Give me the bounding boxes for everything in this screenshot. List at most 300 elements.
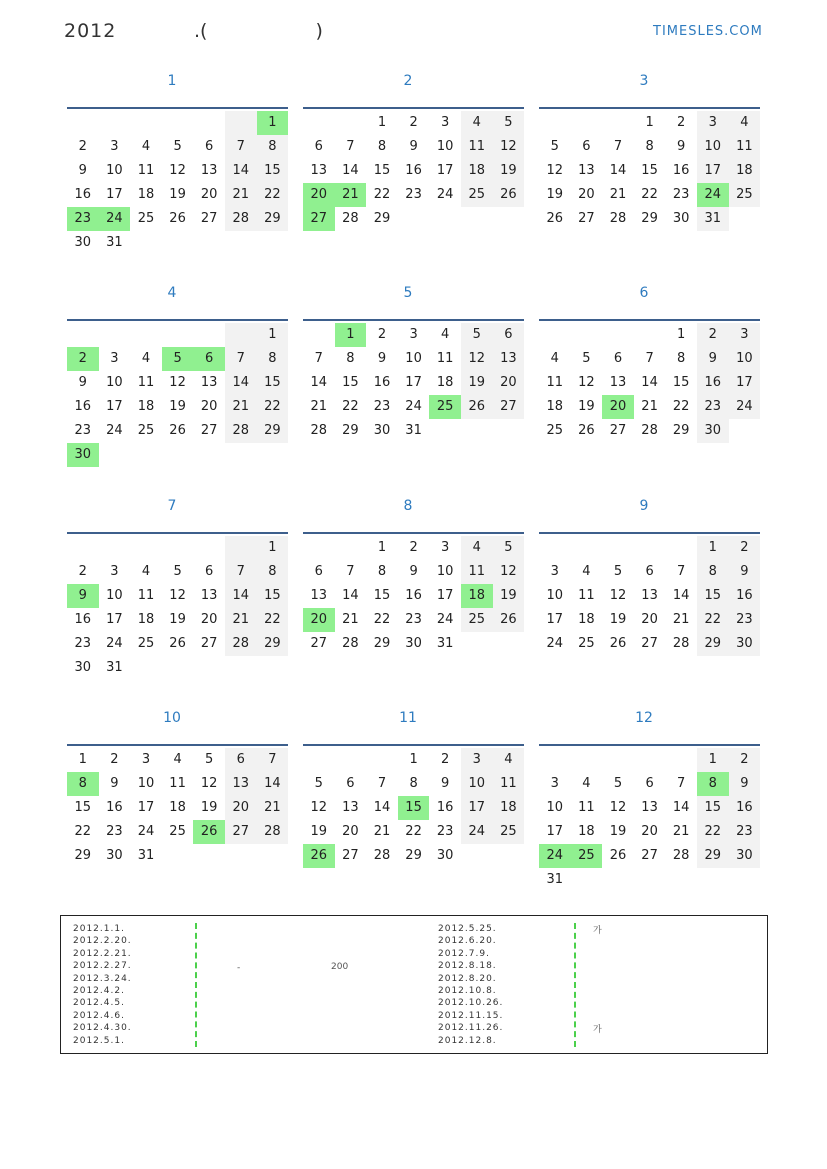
empty-cell <box>257 443 289 467</box>
empty-cell <box>257 844 289 868</box>
day-cell: 5 <box>493 111 525 135</box>
empty-cell <box>493 207 525 231</box>
day-cell: 4 <box>173 752 182 767</box>
day-cell: 20 <box>342 824 359 839</box>
day-cell: 14 <box>257 772 289 796</box>
empty-cell <box>193 844 225 868</box>
month-title: 8 <box>403 498 413 514</box>
holiday-date: 2012.10.26. <box>438 998 504 1009</box>
day-cell: 23 <box>697 395 729 419</box>
site-link[interactable]: TIMESLES.COM <box>653 24 763 39</box>
day-cell: 23 <box>729 608 761 632</box>
month-title: 5 <box>403 285 413 301</box>
day-cell: 11 <box>729 135 761 159</box>
day-cell: 28 <box>672 636 690 651</box>
day-cell: 4 <box>141 139 151 154</box>
day-cell: 31 <box>106 660 123 675</box>
empty-cell <box>634 536 666 560</box>
day-cell: 30 <box>74 235 92 250</box>
day-cell: 3 <box>461 748 493 772</box>
day-cell: 14 <box>310 375 328 390</box>
day-cell: 30 <box>729 844 761 868</box>
empty-cell <box>162 231 194 255</box>
day-cell: 18 <box>436 375 454 390</box>
day-cell: 5 <box>461 323 493 347</box>
day-cell: 16 <box>74 399 92 414</box>
day-cell: 11 <box>169 776 186 791</box>
day-cell: 30 <box>697 419 729 443</box>
day-cell: 15 <box>74 800 92 815</box>
day-cell: 1 <box>78 752 87 767</box>
day-cell: 7 <box>346 139 355 154</box>
day-cell: 30 <box>67 443 99 467</box>
empty-cell <box>193 323 225 347</box>
month-rule <box>303 107 524 109</box>
day-cell: 22 <box>373 612 391 627</box>
empty-cell <box>539 323 571 347</box>
day-cell: 21 <box>641 399 658 414</box>
day-cell: 4 <box>582 776 591 791</box>
day-cell: 24 <box>436 187 454 202</box>
month-title: 4 <box>167 285 177 301</box>
day-cell: 4 <box>729 111 761 135</box>
day-cell: 20 <box>303 608 335 632</box>
day-cell: 14 <box>672 800 690 815</box>
day-cell: 25 <box>493 820 525 844</box>
day-cell: 9 <box>729 772 761 796</box>
month-title: 1 <box>167 73 177 89</box>
day-cell: 26 <box>493 608 525 632</box>
day-cell: 4 <box>461 111 493 135</box>
day-cell: 3 <box>441 115 450 130</box>
day-cell: 31 <box>106 235 123 250</box>
empty-cell <box>493 419 525 443</box>
day-cell: 6 <box>645 776 654 791</box>
day-cell: 2 <box>409 540 418 555</box>
empty-cell <box>303 111 335 135</box>
day-cell: 20 <box>641 612 658 627</box>
day-cell: 21 <box>373 824 391 839</box>
day-cell: 6 <box>314 564 323 579</box>
holiday-marker-right <box>574 923 576 1047</box>
day-cell: 17 <box>546 612 564 627</box>
day-cell: 24 <box>461 820 493 844</box>
day-cell: 13 <box>310 588 328 603</box>
month-title: 2 <box>403 73 413 89</box>
month-rule <box>539 319 760 321</box>
day-cell: 29 <box>257 419 289 443</box>
day-cell: 13 <box>310 163 328 178</box>
day-cell: 27 <box>493 395 525 419</box>
day-cell: 3 <box>697 111 729 135</box>
day-cell: 5 <box>205 752 214 767</box>
paren-close: ) <box>315 20 323 42</box>
day-cell: 16 <box>405 163 422 178</box>
holiday-date: 2012.11.26. <box>438 1023 504 1034</box>
day-cell: 12 <box>461 347 493 371</box>
day-cell: 23 <box>436 824 454 839</box>
day-cell: 3 <box>409 327 418 342</box>
empty-cell <box>225 111 257 135</box>
day-cell: 1 <box>257 111 289 135</box>
day-cell: 16 <box>436 800 454 815</box>
day-cell: 8 <box>257 347 289 371</box>
day-cell: 7 <box>677 564 686 579</box>
day-cell: 29 <box>257 632 289 656</box>
empty-cell <box>335 111 367 135</box>
day-cell: 8 <box>346 351 355 366</box>
day-cell: 15 <box>697 584 729 608</box>
day-cell: 27 <box>200 636 218 651</box>
day-cell: 1 <box>377 115 387 130</box>
empty-cell <box>67 111 99 135</box>
day-cell: 19 <box>609 612 627 627</box>
day-cell: 12 <box>200 776 218 791</box>
day-cell: 13 <box>225 772 257 796</box>
holiday-date: 2012.2.21. <box>73 948 132 959</box>
holiday-date: 2012.4.2. <box>73 985 125 996</box>
day-cell: 26 <box>493 183 525 207</box>
empty-cell <box>130 536 162 560</box>
day-cell: 19 <box>200 800 218 815</box>
day-cell: 27 <box>310 636 328 651</box>
day-cell: 6 <box>205 564 214 579</box>
day-grid <box>303 748 524 868</box>
day-cell: 5 <box>314 776 323 791</box>
empty-cell <box>461 419 493 443</box>
day-cell: 3 <box>110 139 119 154</box>
day-cell: 25 <box>461 183 493 207</box>
day-cell: 21 <box>672 824 690 839</box>
day-cell: 6 <box>193 347 225 371</box>
empty-cell <box>602 536 634 560</box>
day-cell: 9 <box>441 776 450 791</box>
day-cell: 2 <box>67 347 99 371</box>
day-cell: 24 <box>729 395 761 419</box>
empty-cell <box>225 536 257 560</box>
empty-cell <box>571 748 603 772</box>
day-cell: 12 <box>169 588 186 603</box>
holiday-list-left <box>73 923 132 1047</box>
day-cell: 18 <box>169 800 186 815</box>
day-cell: 31 <box>546 872 564 887</box>
day-cell: 15 <box>257 159 289 183</box>
day-cell: 15 <box>257 371 289 395</box>
day-cell: 8 <box>377 139 387 154</box>
month-rule <box>67 319 288 321</box>
empty-cell <box>697 868 729 892</box>
day-cell: 16 <box>672 163 690 178</box>
day-cell: 13 <box>578 163 595 178</box>
day-cell: 19 <box>578 399 595 414</box>
day-cell: 30 <box>373 423 391 438</box>
day-cell: 8 <box>645 139 654 154</box>
empty-cell <box>729 419 761 443</box>
day-cell: 8 <box>67 772 99 796</box>
day-cell: 18 <box>137 612 155 627</box>
day-cell: 14 <box>225 371 257 395</box>
day-grid <box>303 323 524 443</box>
empty-cell <box>602 748 634 772</box>
day-cell: 30 <box>74 660 92 675</box>
empty-cell <box>162 323 194 347</box>
day-cell: 29 <box>342 423 359 438</box>
day-cell: 7 <box>225 347 257 371</box>
day-cell: 2 <box>78 139 87 154</box>
day-cell: 20 <box>641 824 658 839</box>
day-cell: 28 <box>342 636 359 651</box>
empty-cell <box>303 323 335 347</box>
day-cell: 3 <box>729 323 761 347</box>
day-cell: 5 <box>162 347 194 371</box>
day-cell: 6 <box>205 139 214 154</box>
day-cell: 2 <box>729 748 761 772</box>
day-cell: 27 <box>225 820 257 844</box>
empty-cell <box>539 748 571 772</box>
empty-cell <box>162 844 194 868</box>
empty-cell <box>193 111 225 135</box>
empty-cell <box>571 111 603 135</box>
month-title: 6 <box>639 285 649 301</box>
empty-cell <box>193 656 225 680</box>
day-cell: 6 <box>346 776 355 791</box>
day-cell: 29 <box>373 211 391 226</box>
day-cell: 31 <box>137 848 155 863</box>
note-ga-bottom: 가 <box>593 1025 602 1035</box>
day-cell: 28 <box>225 632 257 656</box>
day-cell: 18 <box>137 399 155 414</box>
day-cell: 22 <box>373 187 391 202</box>
empty-cell <box>130 231 162 255</box>
day-cell: 22 <box>697 820 729 844</box>
day-cell: 29 <box>697 632 729 656</box>
day-cell: 23 <box>74 423 92 438</box>
day-cell: 26 <box>461 395 493 419</box>
empty-cell <box>257 231 289 255</box>
day-cell: 9 <box>67 584 99 608</box>
month-rule <box>67 532 288 534</box>
holiday-marker-left <box>195 923 197 1047</box>
day-cell: 18 <box>578 612 595 627</box>
day-cell: 1 <box>409 752 418 767</box>
holiday-date: 2012.10.8. <box>438 985 497 996</box>
empty-cell <box>257 656 289 680</box>
day-cell: 17 <box>137 800 155 815</box>
day-cell: 7 <box>225 560 257 584</box>
day-cell: 6 <box>493 323 525 347</box>
day-cell: 26 <box>609 636 627 651</box>
day-cell: 17 <box>405 375 422 390</box>
day-cell: 7 <box>257 748 289 772</box>
day-cell: 21 <box>342 612 359 627</box>
month-title: 12 <box>635 710 653 726</box>
day-cell: 11 <box>137 588 155 603</box>
day-cell: 10 <box>436 139 454 154</box>
day-cell: 10 <box>546 800 564 815</box>
empty-cell <box>571 323 603 347</box>
empty-cell <box>665 868 697 892</box>
day-cell: 30 <box>672 211 690 226</box>
day-cell: 19 <box>461 371 493 395</box>
day-cell: 16 <box>74 187 92 202</box>
empty-cell <box>571 536 603 560</box>
day-cell: 5 <box>550 139 559 154</box>
empty-cell <box>398 207 430 231</box>
day-cell: 14 <box>373 800 391 815</box>
day-cell: 6 <box>645 564 654 579</box>
day-cell: 19 <box>609 824 627 839</box>
day-cell: 23 <box>67 207 99 231</box>
empty-cell <box>99 536 131 560</box>
day-cell: 24 <box>405 399 422 414</box>
day-cell: 23 <box>729 820 761 844</box>
day-cell: 25 <box>578 636 595 651</box>
empty-cell <box>225 323 257 347</box>
day-cell: 4 <box>441 327 450 342</box>
day-cell: 20 <box>200 399 218 414</box>
day-cell: 22 <box>257 608 289 632</box>
empty-cell <box>571 868 603 892</box>
holiday-date: 2012.5.25. <box>438 924 497 934</box>
day-grid <box>539 323 760 443</box>
day-cell: 21 <box>257 796 289 820</box>
day-cell: 2 <box>409 115 418 130</box>
day-cell: 28 <box>257 820 289 844</box>
holiday-date: 2012.11.15. <box>438 1010 504 1021</box>
day-cell: 20 <box>225 796 257 820</box>
month-title: 10 <box>163 710 181 726</box>
day-cell: 19 <box>493 159 525 183</box>
day-cell: 25 <box>137 423 155 438</box>
day-cell: 31 <box>436 636 454 651</box>
day-cell: 19 <box>169 187 186 202</box>
empty-cell <box>665 748 697 772</box>
empty-cell <box>665 536 697 560</box>
day-cell: 29 <box>373 636 391 651</box>
day-cell: 30 <box>436 848 454 863</box>
day-cell: 17 <box>106 187 123 202</box>
empty-cell <box>225 656 257 680</box>
day-cell: 26 <box>609 848 627 863</box>
empty-cell <box>99 443 131 467</box>
month-title: 11 <box>399 710 417 726</box>
day-cell: 8 <box>377 564 387 579</box>
day-cell: 24 <box>539 844 571 868</box>
day-cell: 21 <box>609 187 627 202</box>
day-cell: 17 <box>436 163 454 178</box>
day-cell: 22 <box>405 824 422 839</box>
day-cell: 11 <box>578 800 595 815</box>
day-cell: 23 <box>672 187 690 202</box>
month-title: 7 <box>167 498 177 514</box>
holiday-date: 2012.4.5. <box>73 998 125 1009</box>
day-cell: 13 <box>200 163 218 178</box>
day-cell: 16 <box>373 375 391 390</box>
day-cell: 9 <box>409 139 418 154</box>
day-cell: 27 <box>303 207 335 231</box>
note-ga-top: 가 <box>593 926 602 936</box>
day-cell: 14 <box>672 588 690 603</box>
day-cell: 19 <box>493 584 525 608</box>
day-cell: 25 <box>571 844 603 868</box>
day-cell: 17 <box>729 371 761 395</box>
empty-cell <box>634 323 666 347</box>
month-rule <box>539 107 760 109</box>
month-title: 3 <box>639 73 649 89</box>
empty-cell <box>539 536 571 560</box>
day-cell: 12 <box>310 800 328 815</box>
day-cell: 10 <box>436 564 454 579</box>
day-cell: 7 <box>677 776 686 791</box>
empty-cell <box>335 748 367 772</box>
day-cell: 16 <box>405 588 422 603</box>
day-cell: 20 <box>200 612 218 627</box>
day-cell: 9 <box>697 347 729 371</box>
empty-cell <box>162 443 194 467</box>
empty-cell <box>225 231 257 255</box>
day-cell: 10 <box>106 375 123 390</box>
day-cell: 29 <box>405 848 422 863</box>
day-cell: 15 <box>342 375 359 390</box>
day-cell: 1 <box>645 115 654 130</box>
day-cell: 24 <box>697 183 729 207</box>
day-cell: 18 <box>461 584 493 608</box>
day-cell: 19 <box>546 187 564 202</box>
day-cell: 26 <box>169 636 186 651</box>
empty-cell <box>539 111 571 135</box>
day-cell: 11 <box>461 135 493 159</box>
day-cell: 25 <box>729 183 761 207</box>
day-cell: 27 <box>641 848 658 863</box>
day-cell: 6 <box>582 139 591 154</box>
empty-cell <box>162 536 194 560</box>
day-cell: 23 <box>405 187 422 202</box>
empty-cell <box>366 748 398 772</box>
day-cell: 2 <box>110 752 119 767</box>
day-cell: 26 <box>169 423 186 438</box>
empty-cell <box>729 868 761 892</box>
day-cell: 14 <box>342 588 359 603</box>
day-cell: 9 <box>729 560 761 584</box>
day-cell: 11 <box>461 560 493 584</box>
day-cell: 3 <box>441 540 450 555</box>
day-cell: 24 <box>99 207 131 231</box>
day-cell: 13 <box>609 375 627 390</box>
day-cell: 8 <box>697 772 729 796</box>
day-cell: 27 <box>342 848 359 863</box>
day-cell: 7 <box>613 139 623 154</box>
day-cell: 28 <box>672 848 690 863</box>
day-cell: 4 <box>582 564 591 579</box>
day-cell: 11 <box>493 772 525 796</box>
holiday-date: 2012.2.27. <box>73 961 132 972</box>
day-cell: 7 <box>314 351 323 366</box>
day-cell: 28 <box>225 419 257 443</box>
day-cell: 21 <box>672 612 690 627</box>
day-cell: 31 <box>697 207 729 231</box>
day-cell: 1 <box>257 536 289 560</box>
day-grid <box>539 536 760 656</box>
day-cell: 16 <box>729 796 761 820</box>
day-cell: 14 <box>641 375 658 390</box>
day-cell: 10 <box>137 776 155 791</box>
day-cell: 22 <box>672 399 690 414</box>
day-cell: 27 <box>609 423 627 438</box>
day-cell: 8 <box>697 560 729 584</box>
day-grid <box>539 748 760 892</box>
day-cell: 22 <box>257 183 289 207</box>
empty-cell <box>634 868 666 892</box>
